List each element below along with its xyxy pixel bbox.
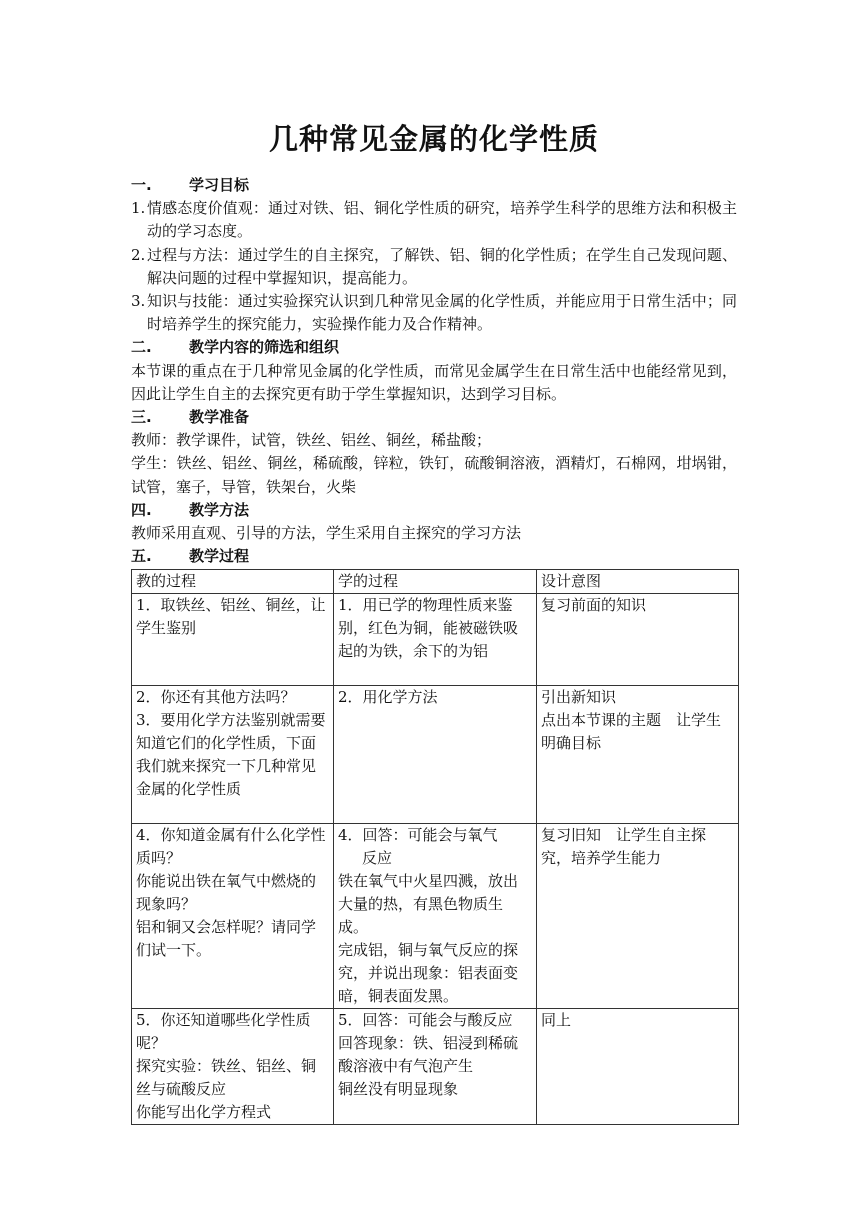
- table-row: [132, 1009, 739, 1125]
- page-title: 几种常见金属的化学性质: [268, 122, 599, 156]
- cell-text: 点出本节课的主题 让学生明确目标: [541, 711, 722, 753]
- cell-text: 同上: [541, 1011, 572, 1030]
- cell-text: 你能说出铁在氧气中燃烧的现象吗？: [136, 872, 317, 914]
- section-number: 五.: [131, 547, 152, 566]
- cell-text: 铝和铜又会怎样呢？请同学们试一下。: [136, 918, 317, 960]
- section-number: 三.: [131, 408, 152, 427]
- intent-cell: [537, 686, 739, 824]
- intent-cell: [537, 824, 739, 1009]
- cell-text: 反应: [362, 849, 393, 868]
- teach-cell: [132, 824, 334, 1009]
- section-number: 四.: [131, 500, 152, 519]
- table-row: [132, 594, 739, 686]
- cell-text: 3．要用化学方法鉴别就需要知道它们的化学性质，下面我们就来探究一下几种常见金属的化学性质: [136, 711, 326, 799]
- intent-cell: [537, 594, 739, 686]
- section-heading-content: [131, 336, 737, 359]
- cell-text: 探究实验：铁丝、铝丝、铜丝与硫酸反应: [136, 1057, 317, 1099]
- document-page: [131, 118, 737, 1125]
- teach-cell: [132, 686, 334, 824]
- objective-text: 知识与技能：通过实验探究认识到几种常见金属的化学性质，并能应用于日常生活中；同时培养学生的探究能力，实验操作能力及合作精神。: [147, 292, 737, 334]
- section-number: 一.: [131, 176, 152, 194]
- table-header-row: [132, 570, 739, 594]
- section-label: 教学内容的筛选和组织: [189, 338, 340, 357]
- objective-item: [131, 244, 737, 290]
- column-header: 设计意图: [537, 570, 739, 594]
- section-label: 教学方法: [189, 500, 250, 519]
- cell-text: 完成铝，铜与氧气反应的探究，并说出现象：铝表面变暗，铜表面发黑。: [338, 941, 519, 1006]
- cell-text: 5．你还知道哪些化学性质呢？: [136, 1011, 311, 1053]
- section-heading-process: [131, 545, 737, 568]
- cell-text: 2．用化学方法: [338, 688, 438, 707]
- cell-text: 回答现象：铁、铝浸到稀硫酸溶液中有气泡产生: [338, 1034, 519, 1076]
- section-heading-objectives: [131, 174, 737, 197]
- cell-text: 1．取铁丝、铝丝、铜丝，让学生鉴别: [136, 596, 326, 638]
- cell-text: 铁在氧气中火星四溅，放出大量的热，有黑色物质生成。: [338, 872, 519, 937]
- objective-item: [131, 290, 737, 336]
- cell-text: 你能写出化学方程式: [136, 1103, 272, 1122]
- cell-text: 5．回答：可能会与酸反应: [338, 1011, 513, 1030]
- section-heading-method: [131, 499, 737, 522]
- cell-text: 铜丝没有明显现象: [338, 1080, 459, 1099]
- objective-item: [131, 197, 737, 243]
- table-row: [132, 824, 739, 1009]
- cell-text: 2．你还有其他方法吗？: [136, 688, 296, 707]
- column-header: 教的过程: [132, 570, 334, 594]
- learn-cell: [334, 686, 537, 824]
- cell-text: 4．你知道金属有什么化学性质吗？: [136, 826, 326, 868]
- objective-number: 3.: [131, 292, 146, 311]
- objective-number: 1.: [131, 199, 146, 218]
- table-row: [132, 686, 739, 824]
- learn-cell: [334, 1009, 537, 1125]
- cell-text: 1．用已学的物理性质来鉴别，红色为铜，能被磁铁吸起的为铁，余下的为铝: [338, 596, 519, 661]
- prep-teacher: 教师：教学课件，试管，铁丝、铝丝、铜丝，稀盐酸；: [131, 431, 492, 450]
- section-label: 教学准备: [189, 408, 250, 427]
- method-paragraph: 教师采用直观、引导的方法，学生采用自主探究的学习方法: [131, 524, 522, 543]
- cell-text: 引出新知识: [541, 688, 617, 707]
- objective-text: 情感态度价值观：通过对铁、铝、铜化学性质的研究，培养学生科学的思维方法和积极主动的学习态度。: [147, 199, 737, 241]
- section-heading-preparation: [131, 406, 737, 429]
- process-table: [131, 569, 739, 1125]
- section-label: 教学过程: [189, 547, 250, 566]
- prep-student: 学生：铁丝、铝丝、铜丝，稀硫酸，锌粒，铁钉，硫酸铜溶液，酒精灯，石棉网，坩埚钳，试管，塞子，导管，铁架台，火柴: [131, 454, 737, 496]
- section-label: 学习目标: [189, 176, 250, 194]
- teach-cell: [132, 1009, 334, 1125]
- section-number: 二.: [131, 338, 152, 357]
- objective-text: 过程与方法：通过学生的自主探究，了解铁、铝、铜的化学性质；在学生自己发现问题、解决问题的过程中掌握知识，提高能力。: [147, 245, 737, 287]
- cell-text: 4．回答：可能会与氧气: [338, 826, 498, 845]
- content-paragraph: 本节课的重点在于几种常见金属的化学性质，而常见金属学生在日常生活中也能经常见到，因此让学生自主的去探究更有助于学生掌握知识，达到学习目标。: [131, 361, 737, 403]
- intent-cell: [537, 1009, 739, 1125]
- cell-text: 复习旧知 让学生自主探究，培养学生能力: [541, 826, 707, 868]
- learn-cell: [334, 824, 537, 1009]
- objective-number: 2.: [131, 245, 146, 264]
- column-header: 学的过程: [334, 570, 537, 594]
- learn-cell: [334, 594, 537, 686]
- teach-cell: [132, 594, 334, 686]
- cell-text: 复习前面的知识: [541, 596, 647, 615]
